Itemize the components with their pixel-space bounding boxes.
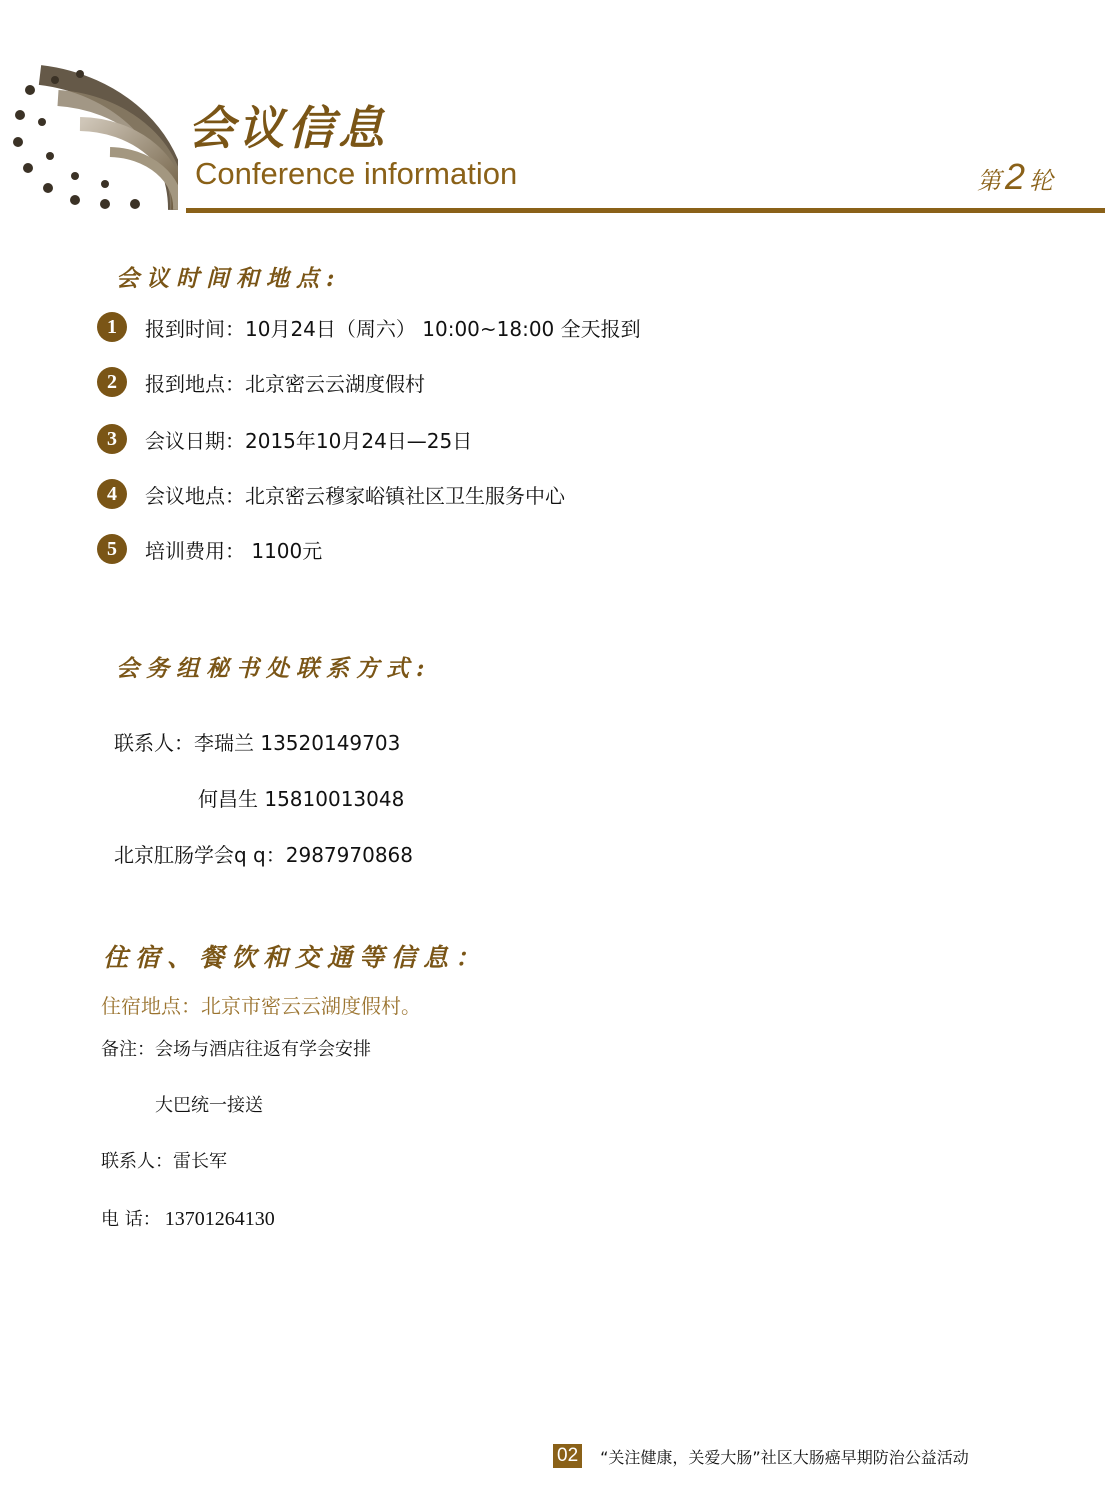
number-badge-icon: 2 [97, 367, 127, 397]
page-footer [553, 1444, 969, 1468]
contact-line: 何昌生 15810013048 [198, 787, 405, 811]
note-line: 备注：会场与酒店往返有学会安排 [101, 1039, 371, 1060]
phone-label: 电 话： [101, 1209, 161, 1230]
round-suffix: 轮 [1029, 168, 1053, 195]
list-item-text: 报到地点：北京密云云湖度假村 [145, 371, 425, 396]
round-prefix: 第 [976, 168, 1001, 195]
note-line: 大巴统一接送 [155, 1095, 263, 1116]
contact-line: 联系人：李瑞兰 13520149703 [114, 731, 401, 755]
list-item [97, 532, 322, 566]
section-title-time-location: 会议时间和地点: [116, 265, 342, 292]
page-number: 02 [553, 1444, 582, 1468]
list-item [97, 365, 425, 399]
round-number: 2 [1004, 156, 1025, 197]
phone-line [101, 1205, 275, 1231]
list-item-text: 会议日期：2015年10月24日—25日 [145, 428, 473, 453]
section-title-secretariat-contact: 会务组秘书处联系方式: [116, 655, 432, 682]
list-item-text: 培训费用： 1100元 [145, 538, 323, 563]
page-subtitle: Conference information [195, 156, 518, 191]
round-label [977, 156, 1053, 198]
number-badge-icon: 5 [97, 534, 127, 564]
footer-text: “关注健康，关爱大肠”社区大肠癌早期防治公益活动 [600, 1447, 969, 1467]
list-item [97, 477, 565, 511]
section-title-accommodation: 住宿、餐饮和交通等信息： [103, 943, 488, 972]
list-item-text: 报到时间：10月24日（周六） 10:00~18:00 全天报到 [145, 316, 641, 341]
list-item-text: 会议地点：北京密云穆家峪镇社区卫生服务中心 [145, 483, 565, 508]
number-badge-icon: 3 [97, 424, 127, 454]
conference-table-icon [0, 60, 178, 210]
number-badge-icon: 4 [97, 479, 127, 509]
page-title: 会议信息 [188, 101, 388, 155]
list-item [97, 310, 641, 344]
contact-line: 北京肛肠学会q q：2987970868 [114, 843, 413, 867]
list-item [97, 422, 472, 456]
header-divider [186, 208, 1105, 213]
contact-person: 联系人：雷长军 [101, 1151, 227, 1172]
accommodation-location: 住宿地点：北京市密云云湖度假村。 [101, 994, 421, 1018]
phone-number: 13701264130 [164, 1208, 275, 1230]
number-badge-icon: 1 [97, 312, 127, 342]
